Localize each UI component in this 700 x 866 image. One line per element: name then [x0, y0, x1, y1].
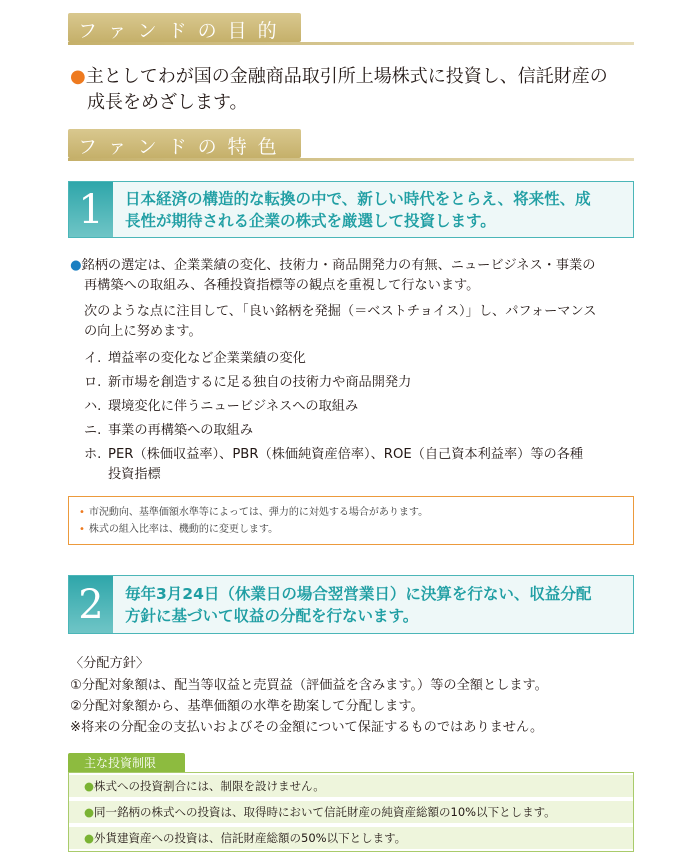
notes-box — [68, 496, 634, 545]
point-text: 新市場を創造するに足る独自の技術力や商品開発力 — [108, 375, 412, 390]
point-text: 環境変化に伴うニュービジネスへの取組み — [108, 399, 359, 414]
limit-bullet: ● — [84, 831, 95, 845]
limit-bullet: ● — [84, 805, 95, 819]
point-marker: イ. — [84, 351, 102, 366]
limit-text: 外貨建資産への投資は、信託財産総額の50%以下とします。 — [94, 831, 407, 845]
point-text-continued: 投資指標 — [108, 467, 161, 482]
purpose-bullet: ● — [70, 66, 86, 87]
point-text: 事業の再構築への取組み — [108, 423, 254, 438]
feature-1-number: 1 — [69, 182, 113, 237]
feature-2-box — [68, 575, 634, 634]
policy-item-1: ①分配対象額は、配当等収益と売買益（評価益を含みます。）等の全額とします。 — [70, 678, 548, 693]
point-item — [84, 421, 644, 441]
point-item — [84, 349, 644, 369]
point-marker: ハ. — [84, 399, 102, 414]
point-marker: ニ. — [84, 423, 102, 438]
feature-1-text — [125, 188, 623, 232]
selection-text — [70, 256, 650, 296]
approach-line-2: の向上に努めます。 — [84, 324, 202, 339]
selection-bullet: ● — [70, 258, 82, 273]
point-item — [84, 397, 644, 417]
purpose-title: ファンドの目的 — [78, 20, 288, 42]
limit-item — [69, 801, 633, 823]
point-text: 増益率の変化など企業業績の変化 — [108, 351, 306, 366]
limits-title: 主な投資制限 — [68, 753, 185, 773]
limit-item — [69, 827, 633, 849]
point-item — [84, 445, 644, 485]
limit-item — [69, 775, 633, 797]
purpose-title-rule — [68, 42, 634, 45]
feature-1-box — [68, 181, 634, 238]
approach-text — [84, 302, 644, 342]
point-text: PER（株価収益率）、PBR（株価純資産倍率）、ROE（自己資本利益率）等の各種 — [108, 447, 584, 462]
policy-heading: 〈分配方針〉 — [70, 656, 150, 671]
purpose-text — [70, 64, 650, 116]
note-item — [79, 504, 623, 521]
limits-box — [68, 772, 634, 852]
feature-2-line-1: 毎年3月24日（休業日の場合翌営業日）に決算を行ない、収益分配 — [125, 584, 592, 603]
note-bullet: • — [79, 507, 85, 518]
purpose-section-header — [68, 13, 634, 45]
point-marker: ホ. — [84, 447, 102, 462]
purpose-title-tab — [68, 13, 301, 42]
purpose-line-1: 主としてわが国の金融商品取引所上場株式に投資し、信託財産の — [85, 66, 608, 87]
purpose-line-2: 成長をめざします。 — [87, 92, 248, 113]
note-bullet: • — [79, 524, 85, 535]
selection-line-2: 再構築への取組み、各種投資指標等の観点を重視して行ないます。 — [84, 278, 480, 293]
approach-line-1: 次のような点に注目して、「良い銘柄を発掘（＝ベストチョイス）」し、パフォーマンス — [84, 304, 597, 319]
point-marker: ロ. — [84, 375, 102, 390]
features-title-tab — [68, 129, 301, 158]
features-title-rule — [68, 158, 634, 161]
features-title: ファンドの特色 — [78, 136, 288, 158]
point-item — [84, 373, 644, 393]
feature-2-text — [125, 583, 623, 627]
features-section-header — [68, 129, 634, 161]
feature-2-line-2: 方針に基づいて収益の分配を行ないます。 — [125, 606, 419, 625]
policy-note: ※将来の分配金の支払いおよびその金額について保証するものではありません。 — [70, 720, 544, 735]
limit-text: 同一銘柄の株式への投資は、取得時において信託財産の純資産総額の10%以下とします。 — [94, 805, 556, 819]
selection-line-1: 銘柄の選定は、企業業績の変化、技術力・商品開発力の有無、ニュービジネス・事業の — [81, 258, 596, 273]
note-text: 市況動向、基準価額水準等によっては、弾力的に対処する場合があります。 — [88, 507, 429, 518]
policy-item-2: ②分配対象額から、基準価額の水準を勘案して分配します。 — [70, 699, 424, 714]
feature-1-line-1: 日本経済の構造的な転換の中で、新しい時代をとらえ、将来性、成 — [125, 189, 591, 208]
note-text: 株式の組入比率は、機動的に変更します。 — [88, 524, 279, 535]
limit-text: 株式への投資割合には、制限を設けません。 — [94, 779, 325, 793]
feature-2-number: 2 — [69, 576, 113, 633]
note-item — [79, 521, 623, 538]
limit-bullet: ● — [84, 779, 95, 793]
feature-1-line-2: 長性が期待される企業の株式を厳選して投資します。 — [125, 211, 496, 230]
